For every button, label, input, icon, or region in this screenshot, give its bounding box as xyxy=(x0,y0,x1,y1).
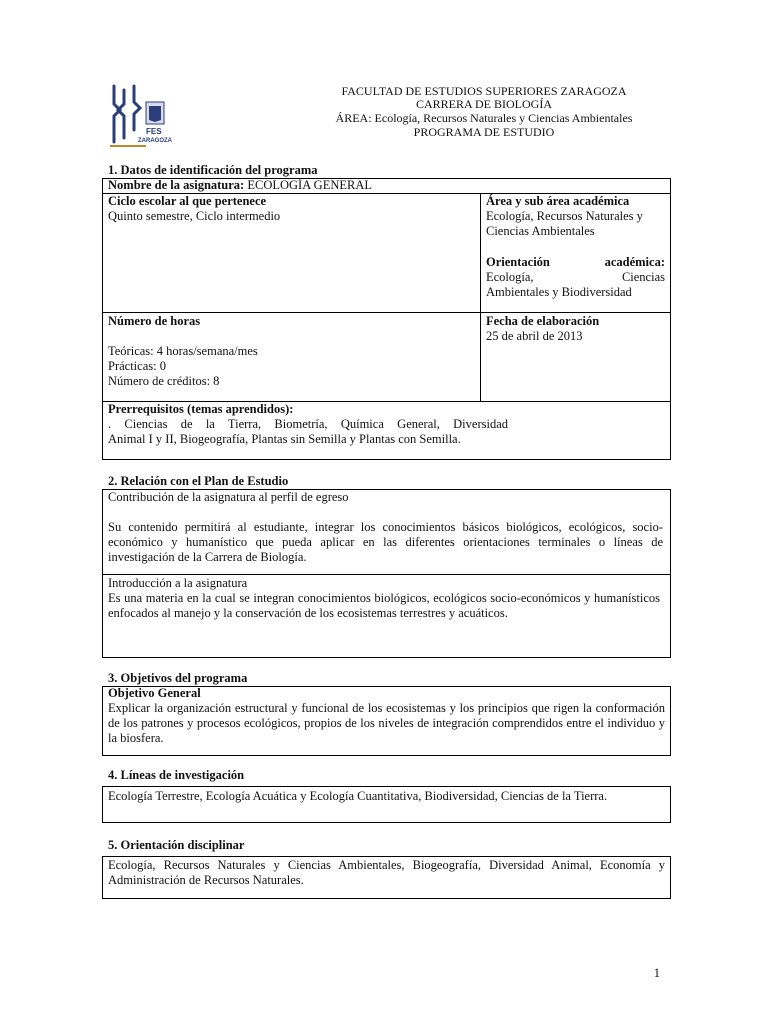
header-career: CARRERA DE BIOLOGÍA xyxy=(415,97,552,111)
area-value-1: Ecología, Recursos Naturales y xyxy=(486,209,643,223)
ciclo-cell xyxy=(103,194,479,224)
intro-text: Es una materia en la cual se integran conocimientos biológicos, ecológicos socio-económicos y humanísticos enfocados al manejo y la conservación de los ecosistemas terrestres y acuáticos. xyxy=(108,591,660,620)
orientation-value-1b: Ciencias xyxy=(621,270,665,284)
header-area: ÁREA: Ecología, Recursos Naturales y Ciencias Ambientales xyxy=(335,111,633,125)
area-cell xyxy=(481,194,670,300)
subject-name-label: Nombre de la asignatura: xyxy=(108,178,245,192)
objective-label: Objetivo General xyxy=(108,686,201,700)
page-number: 1 xyxy=(653,966,660,980)
prereq-cell xyxy=(103,402,513,447)
logo-text-zaragoza: ZARAGOZA xyxy=(138,138,172,144)
section5-title: 5. Orientación disciplinar xyxy=(108,838,245,852)
header-program: PROGRAMA DE ESTUDIO xyxy=(413,125,555,139)
section3-title: 3. Objetivos del programa xyxy=(108,671,248,685)
orientation-value-1a: Ecología, xyxy=(486,270,534,284)
ciclo-label: Ciclo escolar al que pertenece xyxy=(108,194,267,208)
orientation-label-1: Orientación xyxy=(486,255,550,269)
section1-title: 1. Datos de identificación del programa xyxy=(108,163,318,177)
date-cell xyxy=(481,314,670,344)
hours-practice: Prácticas: 0 xyxy=(108,359,166,373)
area-label: Área y sub área académica xyxy=(486,194,630,208)
orientation-label-row xyxy=(486,255,665,270)
orientation-value-row xyxy=(486,270,665,285)
prereq-line-1: . Ciencias de la Tierra, Biometría, Química General, Diversidad xyxy=(108,417,508,431)
contribution-text: Su contenido permitirá al estudiante, integrar los conocimientos básicos biológicos, ecológicos, socio- económico y humanístico que pueda aplicar en las diferentes orientaciones terminales o líneas de investigación de la Carrera de Biología. xyxy=(108,520,663,564)
ciclo-value: Quinto semestre, Ciclo intermedio xyxy=(108,209,281,223)
logo-text-fes: FES xyxy=(146,127,162,136)
date-value: 25 de abril de 2013 xyxy=(486,329,583,343)
prereq-line-2: Animal I y II, Biogeografía, Plantas sin Semilla y Plantas con Semilla. xyxy=(108,432,461,446)
orientation-label-2: académica: xyxy=(604,255,665,269)
divider xyxy=(102,312,671,313)
contribution-cell xyxy=(103,490,668,565)
section4-title: 4. Líneas de investigación xyxy=(108,768,245,782)
hours-cell xyxy=(103,314,479,389)
subject-name-value: ECOLOGÍA GENERAL xyxy=(247,178,372,192)
fes-zaragoza-logo xyxy=(108,82,170,154)
objective-text: Explicar la organización estructural y funcional de los ecosistemas y los principios que rigen la conformación de los patrones y procesos ecológicos, propios de los niveles de integración comprendidos entre el individuo y la biosfera. xyxy=(108,701,665,745)
area-value-2: Ciencias Ambientales xyxy=(486,224,595,238)
prereq-label: Prerrequisitos (temas aprendidos): xyxy=(108,402,294,416)
section2-title: 2. Relación con el Plan de Estudio xyxy=(108,474,289,488)
date-label: Fecha de elaboración xyxy=(486,314,600,328)
header-faculty: FACULTAD DE ESTUDIOS SUPERIORES ZARAGOZA xyxy=(341,84,627,98)
intro-label: Introducción a la asignatura xyxy=(108,576,248,590)
objective-cell xyxy=(103,686,670,746)
orientation-value-2: Ambientales y Biodiversidad xyxy=(486,285,632,299)
divider xyxy=(102,574,671,575)
disciplinary-orientation-text: Ecología, Recursos Naturales y Ciencias Ambientales, Biogeografía, Diversidad Animal, Economía y Administración de Recursos Naturales. xyxy=(108,858,665,887)
subject-name-row xyxy=(103,178,670,193)
contribution-label: Contribución de la asignatura al perfil de egreso xyxy=(108,490,349,504)
intro-cell xyxy=(103,576,665,621)
credits: Número de créditos: 8 xyxy=(108,374,220,388)
hours-theory: Teóricas: 4 horas/semana/mes xyxy=(108,344,258,358)
hours-label: Número de horas xyxy=(108,314,201,328)
research-lines-text: Ecología Terrestre, Ecología Acuática y Ecología Cuantitativa, Biodiversidad, Ciencias de la Tierra. xyxy=(108,789,608,803)
